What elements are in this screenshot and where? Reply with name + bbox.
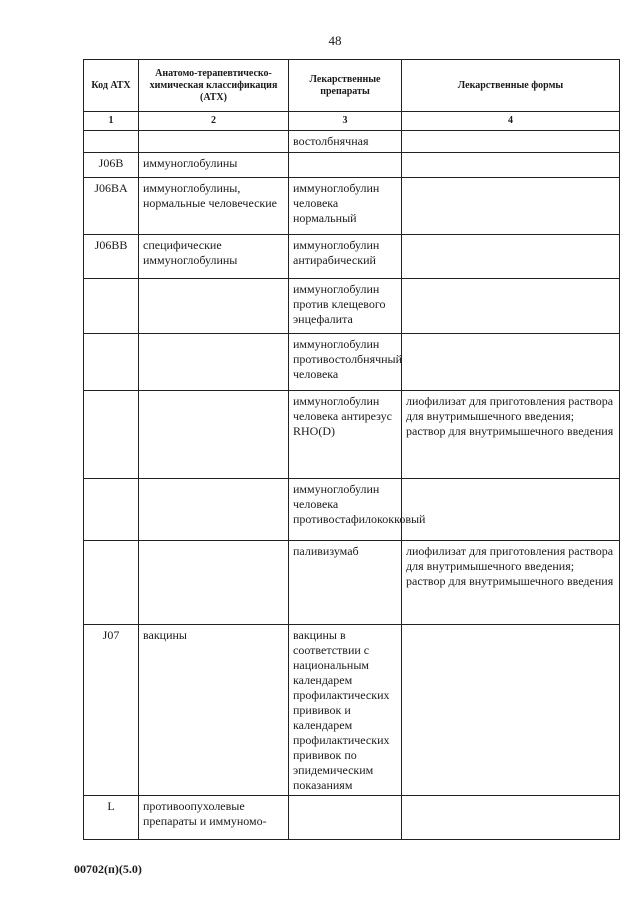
drug-classification-table bbox=[83, 59, 620, 840]
header-forms: Лекарственные формы bbox=[402, 60, 620, 112]
cell-classification: вакцины bbox=[139, 625, 289, 796]
cell-code bbox=[84, 541, 139, 625]
column-number: 4 bbox=[402, 112, 620, 131]
document-footer-code: 00702(п)(5.0) bbox=[74, 862, 142, 876]
cell-drug: иммуноглобулин антирабический bbox=[289, 235, 402, 279]
column-number: 1 bbox=[84, 112, 139, 131]
cell-classification: иммуноглобулины bbox=[139, 153, 289, 178]
header-atc-code: Код АТХ bbox=[84, 60, 139, 112]
cell-forms bbox=[402, 131, 620, 153]
cell-forms bbox=[402, 235, 620, 279]
cell-drug: иммуноглобулин против клещевого энцефалита bbox=[289, 279, 402, 334]
cell-forms bbox=[402, 334, 620, 391]
cell-code: L bbox=[84, 796, 139, 840]
cell-code: J06BB bbox=[84, 235, 139, 279]
cell-code: J07 bbox=[84, 625, 139, 796]
page-number: 48 bbox=[328, 33, 342, 48]
table-row bbox=[84, 178, 620, 235]
table-row bbox=[84, 625, 620, 796]
cell-forms bbox=[402, 279, 620, 334]
header-classification: Анатомо-терапевтическо-химическая классификация (АТХ) bbox=[139, 60, 289, 112]
cell-drug: востолбнячная bbox=[289, 131, 402, 153]
cell-forms bbox=[402, 153, 620, 178]
cell-classification bbox=[139, 479, 289, 541]
cell-drug bbox=[289, 796, 402, 840]
table-row bbox=[84, 153, 620, 178]
cell-forms bbox=[402, 479, 620, 541]
cell-forms: лиофилизат для приготовления раствора для внутримышечного введения; раствор для внутримышечного введения bbox=[402, 391, 620, 479]
cell-classification bbox=[139, 334, 289, 391]
cell-classification: противоопухолевые препараты и иммуномо- bbox=[139, 796, 289, 840]
column-number: 3 bbox=[289, 112, 402, 131]
cell-drug: паливизумаб bbox=[289, 541, 402, 625]
cell-classification bbox=[139, 391, 289, 479]
cell-code bbox=[84, 279, 139, 334]
table-row bbox=[84, 541, 620, 625]
cell-classification: специфические иммуноглобулины bbox=[139, 235, 289, 279]
cell-drug: иммуноглобулин человека антирезус RHO(D) bbox=[289, 391, 402, 479]
table-row bbox=[84, 391, 620, 479]
column-number: 2 bbox=[139, 112, 289, 131]
cell-classification bbox=[139, 279, 289, 334]
cell-code: J06BA bbox=[84, 178, 139, 235]
table-row bbox=[84, 796, 620, 840]
cell-drug: иммуноглобулин противостолбнячный человека bbox=[289, 334, 402, 391]
cell-classification bbox=[139, 541, 289, 625]
table-header-row bbox=[84, 60, 620, 112]
header-drugs: Лекарственные препараты bbox=[289, 60, 402, 112]
cell-drug bbox=[289, 153, 402, 178]
column-number-row bbox=[84, 112, 620, 131]
cell-drug: вакцины в соответствии с национальным календарем профилактических прививок и календарем профилактических прививок по эпидемическим показаниям bbox=[289, 625, 402, 796]
cell-forms bbox=[402, 625, 620, 796]
cell-code bbox=[84, 479, 139, 541]
cell-drug: иммуноглобулин человека противостафилококковый bbox=[289, 479, 402, 541]
cell-forms bbox=[402, 178, 620, 235]
cell-drug: иммуноглобулин человека нормальный bbox=[289, 178, 402, 235]
cell-code: J06B bbox=[84, 153, 139, 178]
cell-forms: лиофилизат для приготовления раствора для внутримышечного введения; раствор для внутримышечного введения bbox=[402, 541, 620, 625]
table-row bbox=[84, 235, 620, 279]
table-row bbox=[84, 479, 620, 541]
cell-classification: иммуноглобулины, нормальные человеческие bbox=[139, 178, 289, 235]
cell-classification bbox=[139, 131, 289, 153]
table-row bbox=[84, 334, 620, 391]
cell-code bbox=[84, 391, 139, 479]
table-row bbox=[84, 279, 620, 334]
cell-code bbox=[84, 334, 139, 391]
cell-code bbox=[84, 131, 139, 153]
cell-forms bbox=[402, 796, 620, 840]
table-row bbox=[84, 131, 620, 153]
